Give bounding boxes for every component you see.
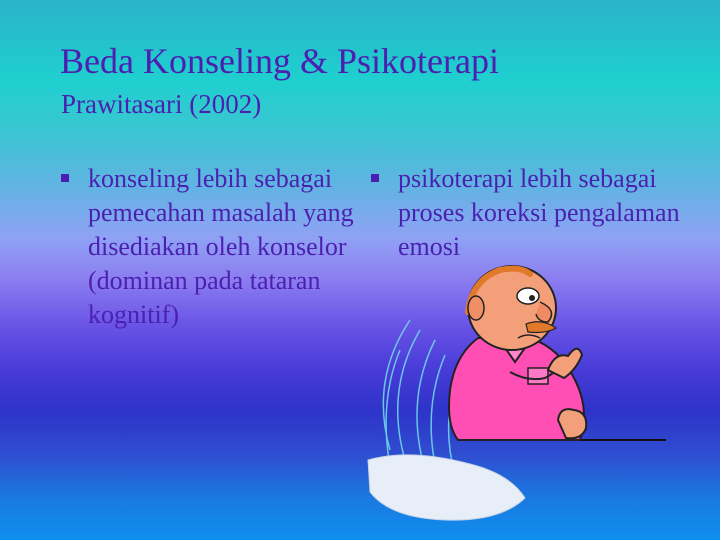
bullet-item-psikoterapi <box>371 162 698 264</box>
slide-subtitle: Prawitasari (2002) <box>61 89 262 119</box>
bullet-text: psikoterapi lebih sebagai proses koreksi pengalaman emosi <box>398 164 680 261</box>
thinking-man-clipart <box>350 260 680 540</box>
bullet-item-konseling <box>61 162 370 332</box>
bullet-text: konseling lebih sebagai pemecahan masalah yang disediakan oleh konselor (dominan pada tataran kognitif) <box>88 164 354 329</box>
slide-title: Beda Konseling & Psikoterapi <box>60 41 499 81</box>
square-bullet-icon <box>61 174 69 182</box>
square-bullet-icon <box>371 174 379 182</box>
